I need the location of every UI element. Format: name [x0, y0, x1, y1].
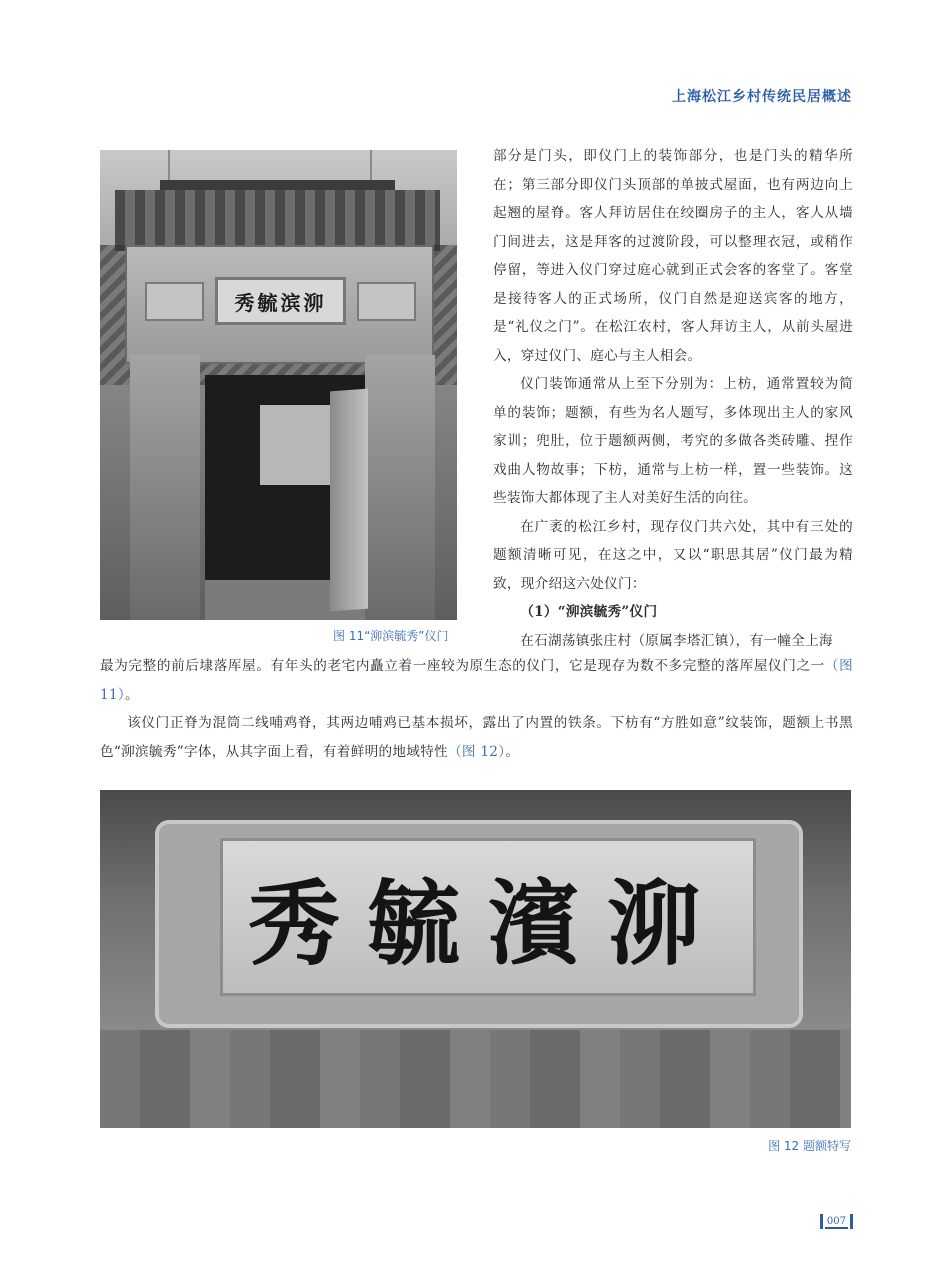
wall-texture — [100, 1030, 851, 1128]
section-subheading: （1）“泖滨毓秀”仪门 — [520, 604, 658, 620]
figure-reference: （图 12） — [447, 743, 506, 760]
full-width-text — [100, 652, 853, 766]
paragraph-continued — [100, 652, 853, 709]
column-icon — [820, 1214, 823, 1229]
gate-lintel — [125, 245, 434, 364]
running-header-title: 上海松江乡村传统民居概述 — [672, 89, 852, 105]
figure-reference: （图 11） — [100, 658, 853, 703]
paragraph-start: 在石湖荡镇张庄村（原属李塔汇镇），有一幢全上海 — [520, 632, 833, 649]
page-number-badge — [820, 1214, 853, 1232]
figure-12-plaque-photo — [100, 790, 851, 1128]
paragraph: 仪门装饰通常从上至下分别为：上枋，通常置较为简单的装饰；题额，有些为名人题写，多体现出主人的家风家训；兜肚，位于题额两侧，考究的多做各类砖雕、捏作戏曲人物故事；下枋，通常与上枋一样，置一些装饰。这些装饰大都体现了主人对美好生活的向往。 — [493, 376, 853, 506]
column-icon — [850, 1214, 853, 1229]
right-panel — [357, 282, 416, 321]
gate-plaque: 秀毓滨泖 — [215, 277, 346, 325]
gate-eave — [115, 190, 440, 251]
right-column-text — [493, 142, 853, 655]
figure-11-gate-photo — [100, 150, 457, 620]
inner-courtyard-light — [260, 405, 330, 485]
left-panel — [145, 282, 204, 321]
page-number: 007 — [826, 1216, 846, 1227]
paragraph-text: 最为完整的前后埭落厍屋。有年头的老宅内矗立着一座较为原生态的仪门，它是现存为数不多完整的落厍屋仪门之一 — [100, 658, 825, 674]
figure-11-caption: 图 11“泖滨毓秀”仪门 — [333, 629, 449, 643]
right-pillar — [365, 355, 435, 620]
paragraph-text: 该仪门正脊为混筒二线哺鸡脊，其两边哺鸡已基本损坏，露出了内置的铁条。下枋有“方胜如意”纹装饰，题额上书黑色“泖滨毓秀”字体，从其字面上看，有着鲜明的地域特性 — [100, 715, 853, 760]
paragraph: 部分是门头，即仪门上的装饰部分，也是门头的精华所在；第三部分即仪门头顶部的单披式屋面，也有两边向上起翘的屋脊。客人拜访居住在绞圈房子的主人，客人从墙门间进去，这是拜客的过渡阶段，可以整理衣冠，或稍作停留，等进入仪门穿过庭心就到正式会客的客堂了。客堂是接待客人的正式场所，仪门自然是迎送宾客的地方，是“礼仪之门”。在松江农村，客人拜访主人，从前头屋进入，穿过仪门、庭心与主人相会。 — [493, 148, 853, 364]
paragraph — [100, 709, 853, 766]
open-door-leaf — [330, 389, 368, 612]
plaque-board: 秀毓濱泖 — [220, 838, 756, 996]
paragraph-text: 。 — [125, 686, 139, 703]
figure-12-caption: 图 12 题额特写 — [768, 1139, 851, 1153]
paragraph-text: 。 — [505, 743, 520, 760]
left-pillar — [130, 355, 200, 620]
paragraph: 在广袤的松江乡村，现存仪门共六处，其中有三处的题额清晰可见，在这之中，又以“职思其居”仪门最为精致，现介绍这六处仪门： — [493, 518, 853, 592]
